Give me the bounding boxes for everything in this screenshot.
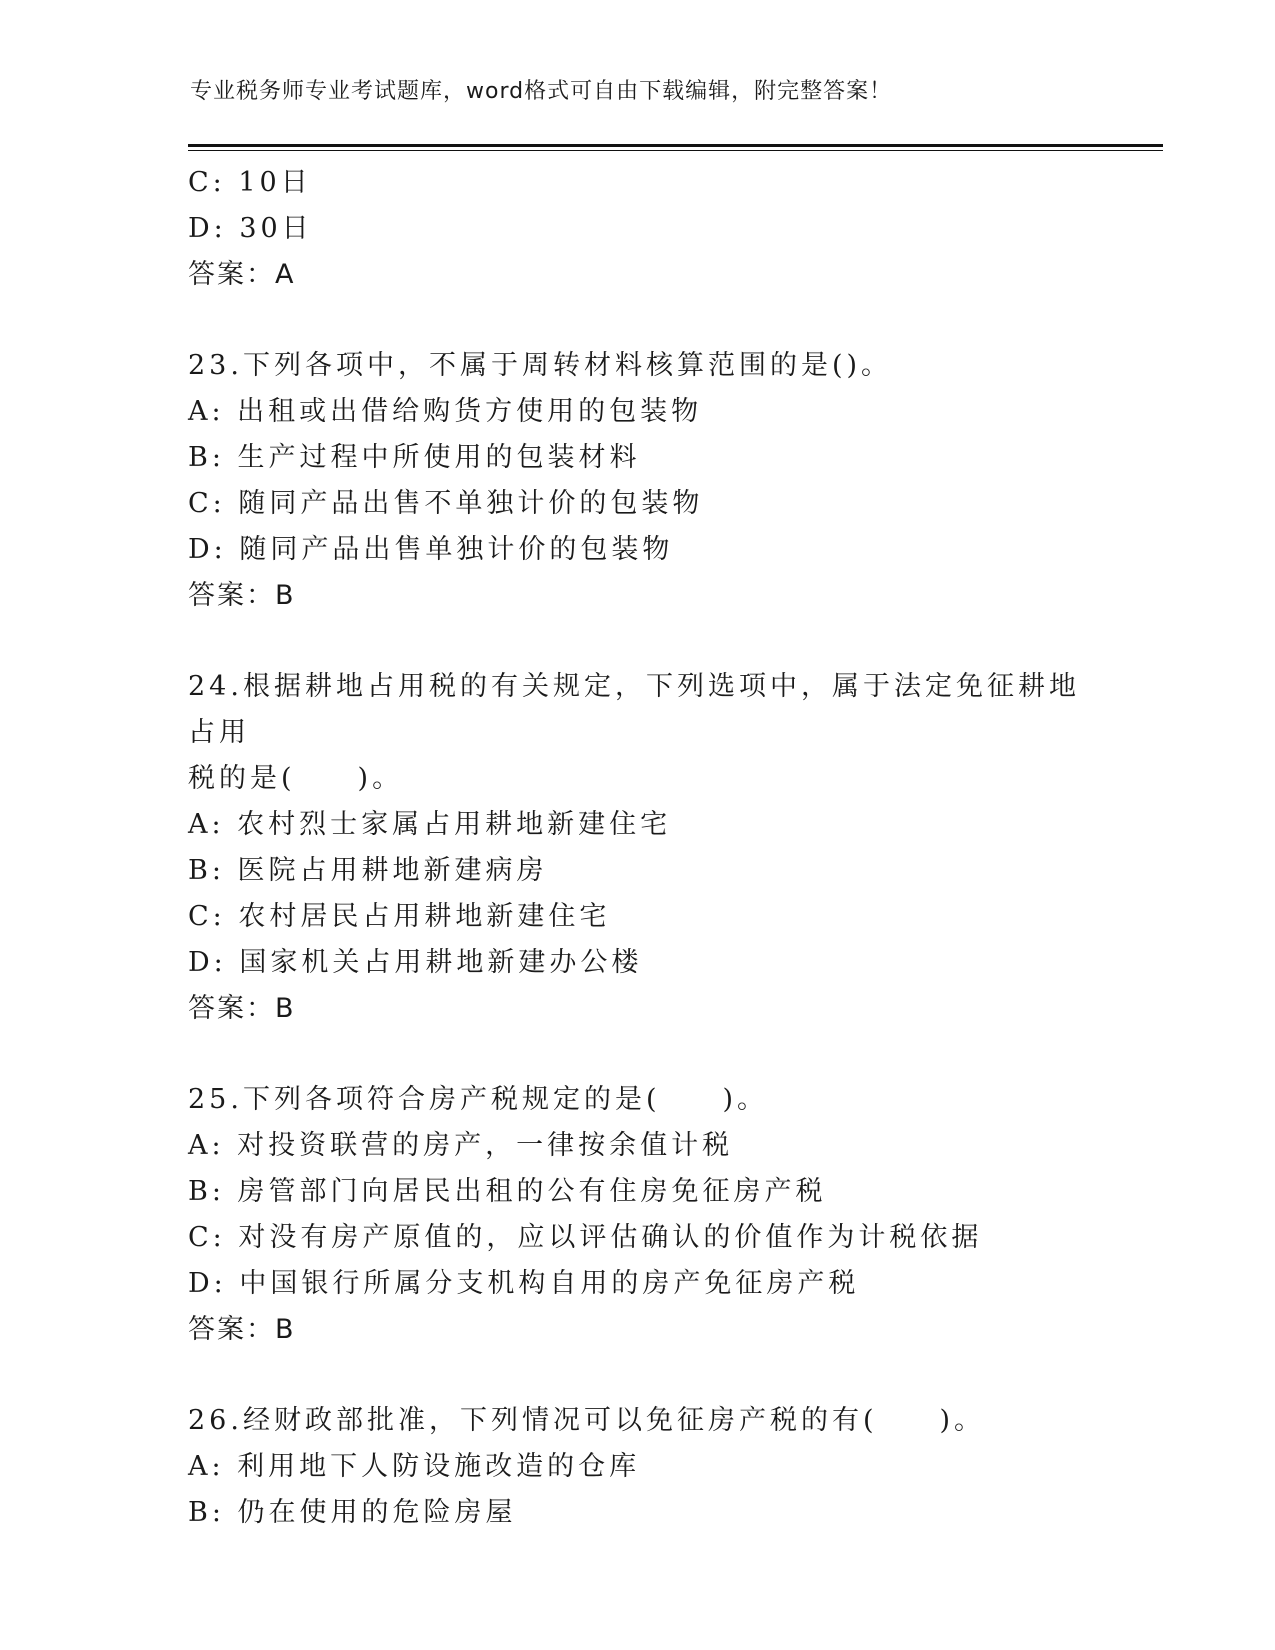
question-stem: 24.根据耕地占用税的有关规定，下列选项中，属于法定免征耕地占用 [188, 671, 1080, 748]
question-stem: 26.经财政部批准，下列情况可以免征房产税的有( )。 [188, 1405, 986, 1436]
answer-line: 答案：B [188, 580, 296, 611]
option-line: C: 对没有房产原值的，应以评估确认的价值作为计税依据 [188, 1222, 983, 1253]
question-stem: 25.下列各项符合房产税规定的是( )。 [188, 1084, 769, 1115]
option-line: D: 30日 [188, 213, 313, 244]
answer-line: 答案：B [188, 1314, 296, 1345]
question-stem-continued: 税的是( )。 [188, 763, 404, 794]
option-line: A: 出租或出借给购货方使用的包装物 [188, 396, 703, 427]
option-line: A: 农村烈士家属占用耕地新建住宅 [188, 809, 672, 840]
answer-line: 答案：A [188, 259, 296, 290]
option-line: D: 随同产品出售单独计价的包装物 [188, 534, 674, 565]
header-rule-thin [188, 150, 1163, 151]
page-header: 专业税务师专业考试题库，word格式可自由下载编辑，附完整答案！ [190, 79, 893, 104]
option-line: C: 10日 [188, 167, 312, 198]
option-line: B: 房管部门向居民出租的公有住房免征房产税 [188, 1176, 827, 1207]
header-rule-thick [188, 144, 1163, 147]
option-line: D: 中国银行所属分支机构自用的房产免征房产税 [188, 1268, 860, 1299]
option-line: D: 国家机关占用耕地新建办公楼 [188, 947, 643, 978]
option-line: B: 生产过程中所使用的包装材料 [188, 442, 641, 473]
option-line: B: 医院占用耕地新建病房 [188, 855, 548, 886]
option-line: C: 农村居民占用耕地新建住宅 [188, 901, 611, 932]
answer-line: 答案：B [188, 993, 296, 1024]
option-line: C: 随同产品出售不单独计价的包装物 [188, 488, 704, 519]
option-line: B: 仍在使用的危险房屋 [188, 1497, 517, 1528]
option-line: A: 利用地下人防设施改造的仓库 [188, 1451, 641, 1482]
question-content [188, 160, 1088, 1536]
option-line: A: 对投资联营的房产，一律按余值计税 [188, 1130, 734, 1161]
question-stem: 23.下列各项中，不属于周转材料核算范围的是()。 [188, 350, 893, 381]
